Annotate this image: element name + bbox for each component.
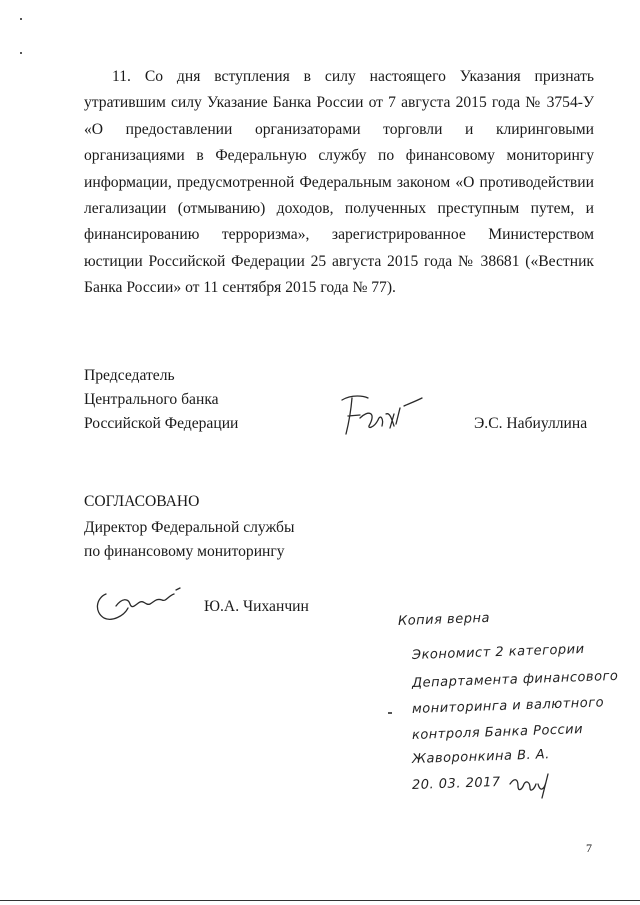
scan-artifact [20,52,22,54]
approval-name: Ю.А. Чиханчин [204,598,309,615]
handwritten-note-line3: Департамента финансового [411,668,619,691]
signature-nabiullina [338,392,428,438]
approval-heading: СОГЛАСОВАНО [84,493,200,510]
signatory-title-line1: Председатель [84,367,175,384]
scan-artifact [20,18,22,20]
scan-artifact [388,712,392,714]
signature-copy-certifier [508,770,558,800]
body-paragraph: 11. Со дня вступления в силу настоящего Указания признать утратившим силу Указание Банка России от 7 августа 2015 года № 3754-У «О предоставлении организаторами торговли и клиринговыми организациями в Федеральную службу по финансовому мониторингу информации, предусмотренной Федеральным законом «О противодействии легализации (отмыванию) доходов, полученных преступным путем, и финансированию терроризма», зарегистрированное Министерством юстиции Российской Федерации 25 августа 2015 года № 38681 («Вестник Банка России» от 11 сентября 2015 года № 77). [84,68,594,297]
page-number: 7 [586,841,592,855]
handwritten-note-line6: Жаворонкина В. А. [411,747,551,767]
approval-title-line2: по финансовому мониторингу [84,543,285,560]
scan-bottom-edge [0,900,640,901]
handwritten-note-line1: Копия верна [397,610,491,629]
signatory-name: Э.С. Набиуллина [474,415,588,432]
signatory-title-line2: Центрального банка [84,391,219,408]
handwritten-note-line5: контроля Банка России [411,722,584,743]
approval-title-line1: Директор Федеральной службы [84,519,295,536]
signatory-title-line3: Российской Федерации [84,415,239,432]
handwritten-note-line7: 20. 03. 2017 [411,774,501,793]
signature-chikhanchin [92,586,192,626]
handwritten-note-line4: мониторинга и валютного [411,695,605,717]
handwritten-note-line2: Экономист 2 категории [411,641,585,663]
